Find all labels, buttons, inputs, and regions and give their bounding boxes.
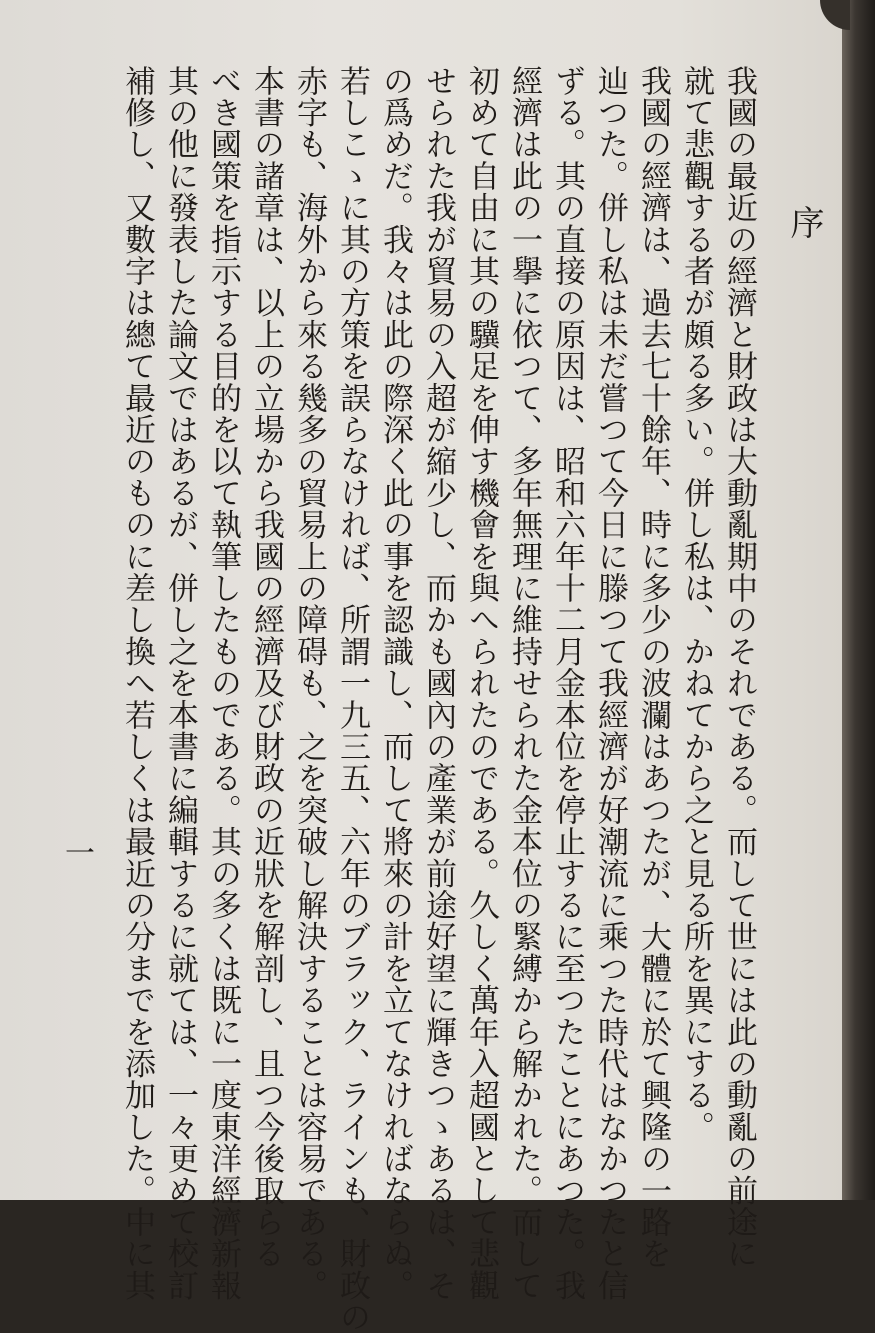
text-column-4: 辿つた。併し私は未だ嘗つて今日に滕つて我經濟が好潮流に乘つた時代はなかつたと信: [592, 65, 628, 1302]
text-column-7: 初めて自由に其の驥足を伸す機會を與へられたのである。久しく萬年入超國として悲觀: [463, 65, 499, 1302]
preface-title: 序: [784, 205, 824, 239]
book-gutter: [842, 0, 875, 1200]
text-column-5: ずる。其の直接の原因は、昭和六年十二月金本位を停止するに至つたことにあつた。我: [549, 65, 585, 1302]
text-column-11: 赤字も、海外から來る幾多の貿易上の障碍も、之を突破し解決することは容易である。: [291, 65, 327, 1302]
text-column-12: 本書の諸章は、以上の立場から我國の經濟及び財政の近狀を解剖し、且つ今後取らる: [248, 65, 284, 1270]
text-column-6: 經濟は此の一擧に依つて、多年無理に維持せられた金本位の緊縛から解かれた。而して: [506, 65, 542, 1302]
text-column-13: べき國策を指示する目的を以て執筆したものである。其の多くは既に一度東洋經濟新報: [205, 65, 241, 1302]
text-column-14: 其の他に發表した論文ではあるが、併し之を本書に編輯するに就ては、一々更めて校訂: [162, 65, 198, 1302]
text-column-2: 就て悲觀する者が頗る多い。併し私は、かねてから之と見る所を異にする。: [678, 65, 714, 1143]
text-column-8: せられた我が貿易の入超が縮少し、而かも國內の產業が前途好望に輝きつゝあるは、そ: [420, 65, 456, 1302]
text-column-1: 我國の最近の經濟と財政は大動亂期中のそれである。而して世には此の動亂の前途に: [721, 65, 757, 1270]
page-number: 一: [59, 837, 94, 867]
text-column-3: 我國の經濟は、過去七十餘年、時に多少の波瀾はあつたが、大體に於て興隆の一路を: [635, 65, 671, 1270]
text-column-10: 若しこゝに其の方策を誤らなければ、所謂一九三五、六年のブラック、ラインも、財政の: [334, 65, 370, 1333]
text-column-9: の爲めだ。我々は此の際深く此の事を認識し、而して將來の計を立てなければならぬ。: [377, 65, 413, 1302]
text-column-15: 補修し、又數字は總て最近のものに差し換へ若しくは最近の分までを添加した。中に其: [119, 65, 155, 1302]
